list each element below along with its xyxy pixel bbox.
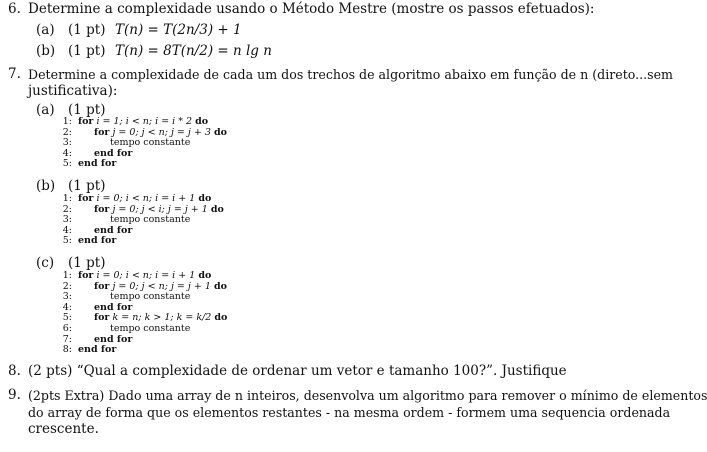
item-points: (1 pt) [68, 43, 106, 59]
loop-condition: i = 1; i < n; i = i * 2 [96, 116, 193, 127]
code-line [0, 205, 660, 216]
question-7 [0, 66, 673, 100]
algorithm-b [0, 194, 660, 249]
code-statement [78, 159, 116, 170]
part-label: (b) [36, 178, 56, 194]
keyword: end for [94, 147, 133, 159]
keyword: end for [94, 301, 133, 313]
code-line [0, 313, 660, 324]
question-text-line-2: justificativa): [28, 83, 118, 99]
code-line [0, 282, 660, 293]
loop-condition: k = n; k > 1; k = k/2 [112, 312, 212, 324]
line-number: 5: [62, 312, 72, 324]
line-number: 5: [62, 235, 72, 247]
line-number: 3: [62, 214, 72, 226]
keyword: for [78, 193, 94, 204]
part-points: (1 pt) [68, 178, 106, 194]
part-points: (1 pt) [68, 102, 106, 118]
code-line [0, 128, 660, 139]
keyword: end for [78, 158, 117, 170]
line-number: 4: [62, 224, 72, 236]
loop-condition: j = 0; j < n; j = j + 1 [112, 280, 211, 292]
statement-text: tempo constante [110, 214, 191, 226]
keyword-do: do [213, 126, 227, 138]
line-number: 4: [62, 301, 72, 313]
question-text: Determine a complexidade usando o Método Mestre (mostre os passos efetuados): [28, 1, 595, 17]
question-text-line-1: (2pts Extra) Dado uma array de n inteiros, desenvolva um algoritmo para remover o mínimo de elementos [28, 388, 707, 403]
question-text-line-2: do array de forma que os elementos restantes - na mesma ordem - formem uma sequencia ordenada [28, 405, 671, 420]
line-number: 1: [62, 116, 72, 127]
keyword: end for [94, 333, 133, 345]
keyword: for [94, 312, 110, 324]
question-number: 7. [8, 66, 21, 82]
code-line [0, 345, 660, 356]
question-6 [0, 1, 660, 18]
keyword: for [78, 270, 94, 281]
line-number: 7: [62, 333, 72, 345]
line-number: 1: [62, 193, 72, 204]
line-number: 2: [62, 280, 72, 292]
algorithm-c [0, 271, 660, 357]
item-label: (a) [36, 22, 55, 38]
part-label: (c) [36, 255, 55, 271]
question-text-line-1: Determine a complexidade de cada um dos trechos de algoritmo abaixo em função de n (direto...sem [28, 67, 673, 82]
keyword: for [78, 116, 94, 127]
code-statement [78, 236, 116, 247]
line-number: 1: [62, 270, 72, 281]
line-number: 4: [62, 147, 72, 159]
question-8 [0, 363, 660, 380]
item-expression: T(n) = T(2n/3) + 1 [115, 22, 242, 38]
line-number: 2: [62, 203, 72, 215]
question-6-item-a [0, 22, 660, 39]
keyword-do: do [198, 193, 212, 204]
line-number: 5: [62, 158, 72, 170]
keyword-do: do [195, 116, 209, 127]
keyword: end for [78, 344, 117, 356]
code-line [0, 159, 660, 170]
keyword-do: do [198, 270, 212, 281]
keyword-do: do [214, 312, 228, 324]
question-text-line-3: crescente. [28, 421, 99, 437]
keyword: for [94, 280, 110, 292]
keyword: end for [78, 235, 117, 247]
statement-text: tempo constante [110, 291, 191, 303]
question-number: 6. [8, 1, 21, 17]
statement-text: tempo constante [110, 323, 191, 334]
algorithm-a [0, 117, 660, 172]
keyword: for [94, 126, 110, 138]
keyword-do: do [213, 280, 227, 292]
statement-text: tempo constante [110, 137, 191, 149]
part-label: (a) [36, 102, 55, 118]
question-9 [0, 387, 707, 438]
keyword: for [94, 203, 110, 215]
item-label: (b) [36, 43, 56, 59]
loop-condition: i = 0; i < n; i = i + 1 [96, 193, 196, 204]
item-points: (1 pt) [68, 22, 106, 38]
line-number: 6: [62, 323, 72, 334]
loop-condition: j = 0; j < n; j = j + 3 [112, 126, 211, 138]
loop-condition: j = 0; j < i; j = j + 1 [112, 203, 208, 215]
line-number: 3: [62, 291, 72, 303]
question-6-item-b [0, 43, 660, 60]
keyword-do: do [210, 203, 224, 215]
question-number: 9. [8, 387, 21, 403]
line-number: 2: [62, 126, 72, 138]
question-text: (2 pts) “Qual a complexidade de ordenar um vetor e tamanho 100?”. Justifique [28, 363, 567, 379]
code-line [0, 236, 660, 247]
line-number: 8: [62, 344, 72, 356]
code-statement [78, 345, 116, 356]
item-expression: T(n) = 8T(n/2) = n lg n [115, 43, 272, 59]
part-points: (1 pt) [68, 255, 106, 271]
question-number: 8. [8, 363, 21, 379]
line-number: 3: [62, 137, 72, 149]
keyword: end for [94, 224, 133, 236]
loop-condition: i = 0; i < n; i = i + 1 [96, 270, 196, 281]
